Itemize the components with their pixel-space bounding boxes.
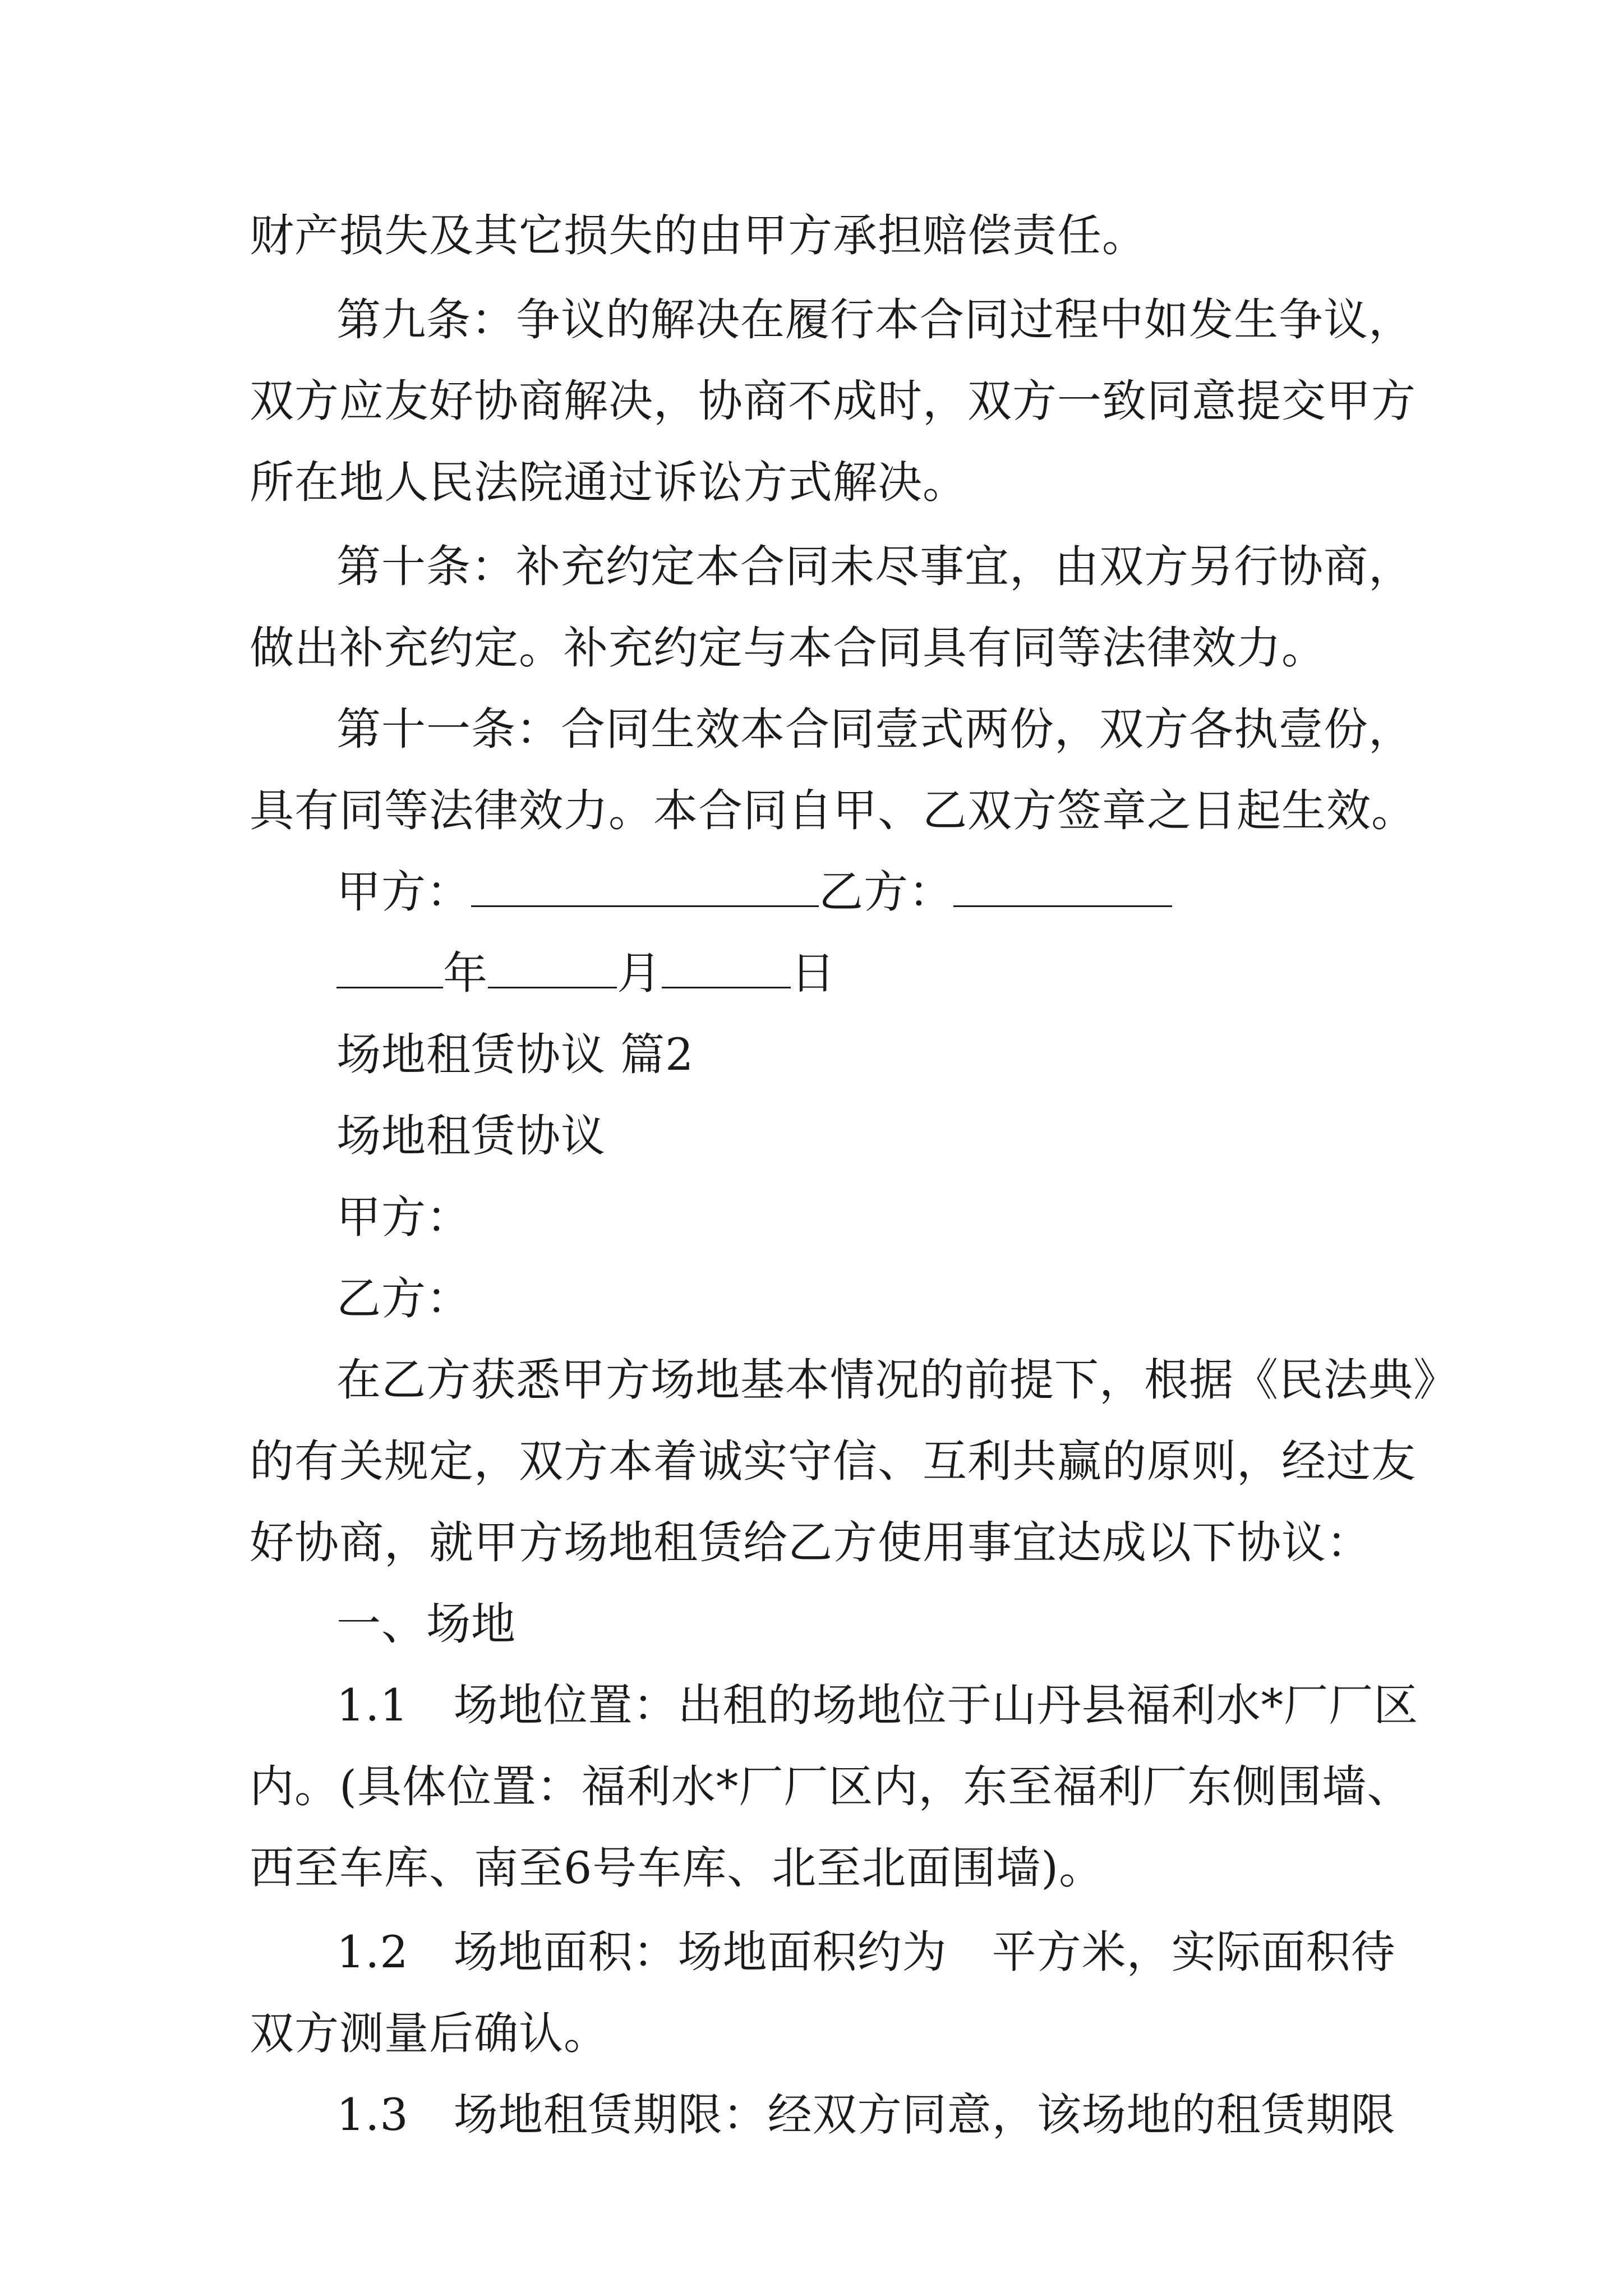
paragraph-line: 所在地人民法院通过诉讼方式解决。 [250,457,967,508]
paragraph-line: 财产损失及其它损失的由甲方承担赔偿责任。 [250,210,1147,261]
paragraph-line: 西至车库、南至6号车库、北至北面围墙)。 [250,1842,1104,1894]
paragraph-line: 好协商，就甲方场地租赁给乙方使用事宜达成以下协议： [250,1517,1371,1568]
article-eleven: 第十一条：合同生效本合同壹式两份，双方各执壹份， [336,703,1413,755]
clause-1-2: 1.2 场地面积：场地面积约为 平方米，实际面积待 [336,1926,1396,1978]
paragraph-line: 具有同等法律效力。本合同自甲、乙双方签章之日起生效。 [250,785,1416,836]
party-b-label: 乙方： [819,866,953,918]
day-label: 日 [791,947,836,999]
article-ten: 第十条：补充约定本合同未尽事宜，由双方另行协商， [336,541,1413,592]
clause-1-3: 1.3 场地租赁期限：经双方同意，该场地的租赁期限 [336,2089,1396,2141]
paragraph-line: 内。(具体位置：福利水*厂厂区内，东至福利厂东侧围墙、 [250,1761,1412,1812]
month-label: 月 [617,947,662,999]
paragraph-line: 双方应友好协商解决，协商不成时，双方一致同意提交甲方 [250,375,1416,427]
article-nine: 第九条：争议的解决在履行本合同过程中如发生争议， [336,294,1413,346]
agreement-title: 场地租赁协议 [336,1110,606,1162]
party-a-blank [471,872,819,907]
month-blank [488,953,617,988]
paragraph-line: 双方测量后确认。 [250,2008,608,2059]
paragraph-line: 在乙方获悉甲方场地基本情况的前提下，根据《民法典》 [336,1354,1458,1406]
section-one-heading: 一、场地 [336,1598,516,1650]
paragraph-line: 做出补充约定。补充约定与本合同具有同等法律效力。 [250,622,1326,674]
party-b-line: 乙方： [336,1273,471,1324]
signature-parties-line [336,864,1172,920]
day-blank [662,953,791,988]
clause-1-1: 1.1 场地位置：出租的场地位于山丹县福利水*厂厂区 [336,1680,1419,1731]
signature-date-line [336,945,836,1001]
year-label: 年 [443,947,488,999]
party-b-blank [953,872,1172,907]
section-heading: 场地租赁协议 篇2 [336,1029,694,1080]
paragraph-line: 的有关规定，双方本着诚实守信、互利共赢的原则，经过友 [250,1435,1416,1487]
party-a-line: 甲方： [336,1191,471,1243]
year-blank [336,953,443,988]
party-a-label: 甲方： [336,866,471,918]
